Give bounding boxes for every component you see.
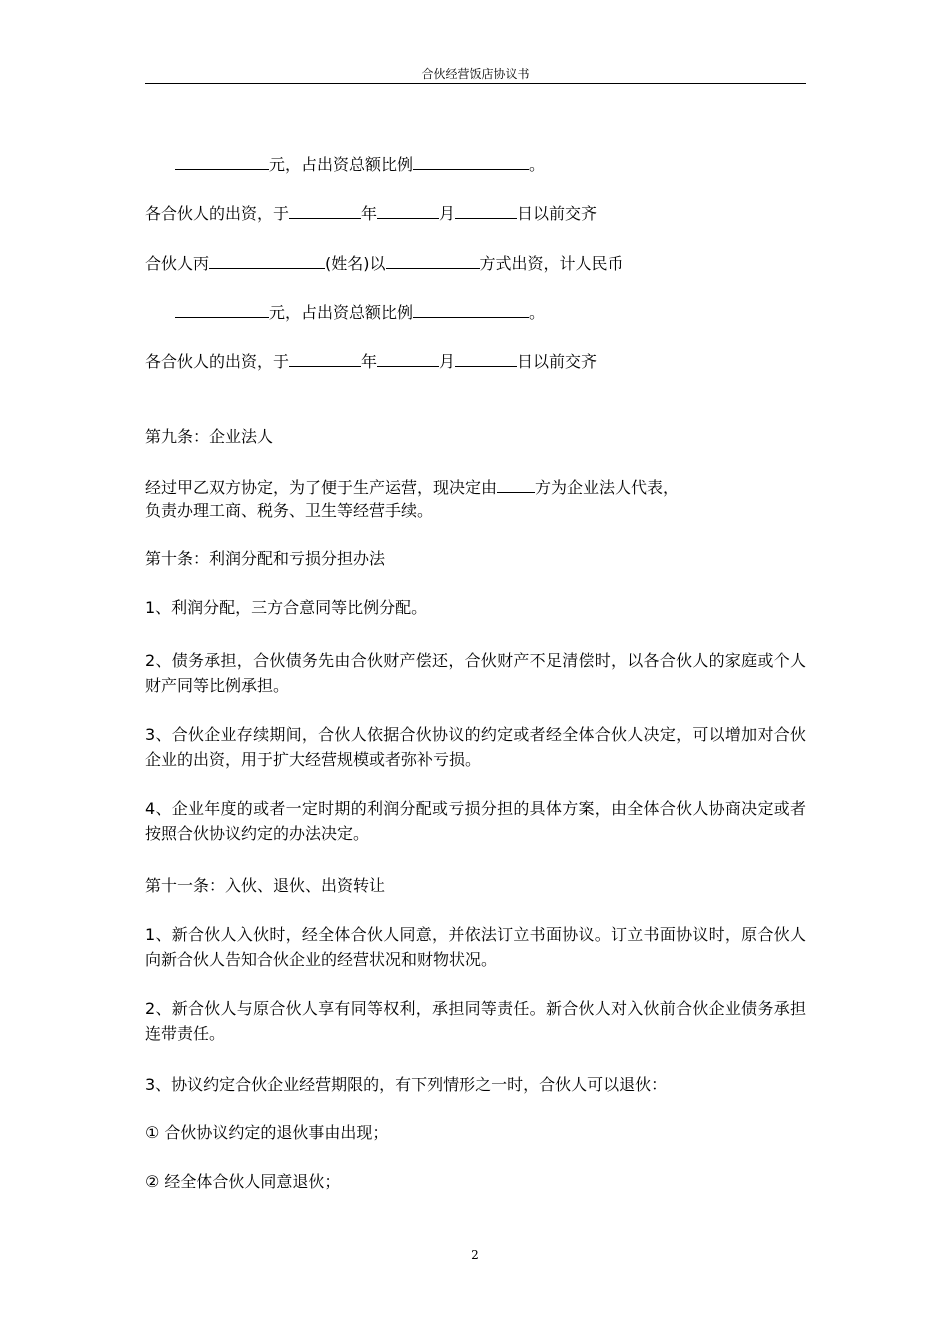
contribution-ratio-line: 元，占出资总额比例 。 — [145, 153, 545, 175]
article-10-item-2: 2、债务承担，合伙债务先由合伙财产偿还，合伙财产不足清偿时，以各合伙人的家庭或个人财产同等比例承担。 — [145, 651, 806, 695]
partner-c-method-blank[interactable] — [386, 252, 480, 269]
article-11-item-3-clause-1: ① 合伙协议约定的退伙事由出现； — [145, 1123, 389, 1142]
article-11-item-3-clause-2: ② 经全体合伙人同意退伙； — [145, 1172, 341, 1191]
day-blank[interactable] — [455, 350, 517, 367]
article-11-item-1: 1、新合伙人入伙时，经全体合伙人同意，并依法订立书面协议。订立书面协议时，原合伙人向新合伙人告知合伙企业的经营状况和财物状况。 — [145, 925, 806, 969]
article-11-item-2: 2、新合伙人与原合伙人享有同等权利，承担同等责任。新合伙人对入伙前合伙企业债务承担连带责任。 — [145, 999, 806, 1043]
legal-rep-party-blank[interactable] — [497, 476, 535, 493]
ratio-blank[interactable] — [413, 301, 529, 318]
article-11-item-3: 3、协议约定合伙企业经营期限的，有下列情形之一时，合伙人可以退伙： — [145, 1075, 668, 1094]
partner-c-name-blank[interactable] — [209, 252, 325, 269]
article-9-title: 第九条：企业法人 — [145, 427, 274, 446]
year-blank[interactable] — [289, 350, 361, 367]
partner-c-line: 合伙人丙 (姓名)以 方式出资，计人民币 — [145, 254, 624, 273]
month-blank[interactable] — [377, 350, 439, 367]
ratio-blank[interactable] — [413, 153, 529, 170]
article-10-item-1: 1、利润分配，三方合意同等比例分配。 — [145, 598, 428, 617]
month-blank[interactable] — [377, 202, 439, 219]
contribution-date-line: 各合伙人的出资，于 年 月 日以前交齐 — [145, 352, 598, 371]
page-number: 2 — [471, 1248, 479, 1262]
header-divider — [145, 83, 806, 84]
article-10-item-3: 3、合伙企业存续期间，合伙人依据合伙协议的约定或者经全体合伙人决定，可以增加对合伙企业的出资，用于扩大经营规模或者弥补亏损。 — [145, 725, 806, 769]
contribution-date-line: 各合伙人的出资，于 年 月 日以前交齐 — [145, 204, 598, 223]
article-9-paragraph-line-2: 负责办理工商、税务、卫生等经营手续。 — [145, 501, 434, 520]
year-blank[interactable] — [289, 202, 361, 219]
amount-blank[interactable] — [175, 301, 269, 318]
day-blank[interactable] — [455, 202, 517, 219]
contribution-ratio-line: 元，占出资总额比例 。 — [145, 301, 545, 323]
article-10-title: 第十条：利润分配和亏损分担办法 — [145, 549, 386, 568]
article-11-title: 第十一条：入伙、退伙、出资转让 — [145, 876, 386, 895]
amount-blank[interactable] — [175, 153, 269, 170]
page-header-title: 合伙经营饭店协议书 — [421, 67, 530, 81]
article-10-item-4: 4、企业年度的或者一定时期的利润分配或亏损分担的具体方案，由全体合伙人协商决定或者按照合伙协议约定的办法决定。 — [145, 799, 806, 843]
article-9-paragraph-line-1: 经过甲乙双方协定，为了便于生产运营，现决定由 方为企业法人代表， — [145, 478, 680, 497]
